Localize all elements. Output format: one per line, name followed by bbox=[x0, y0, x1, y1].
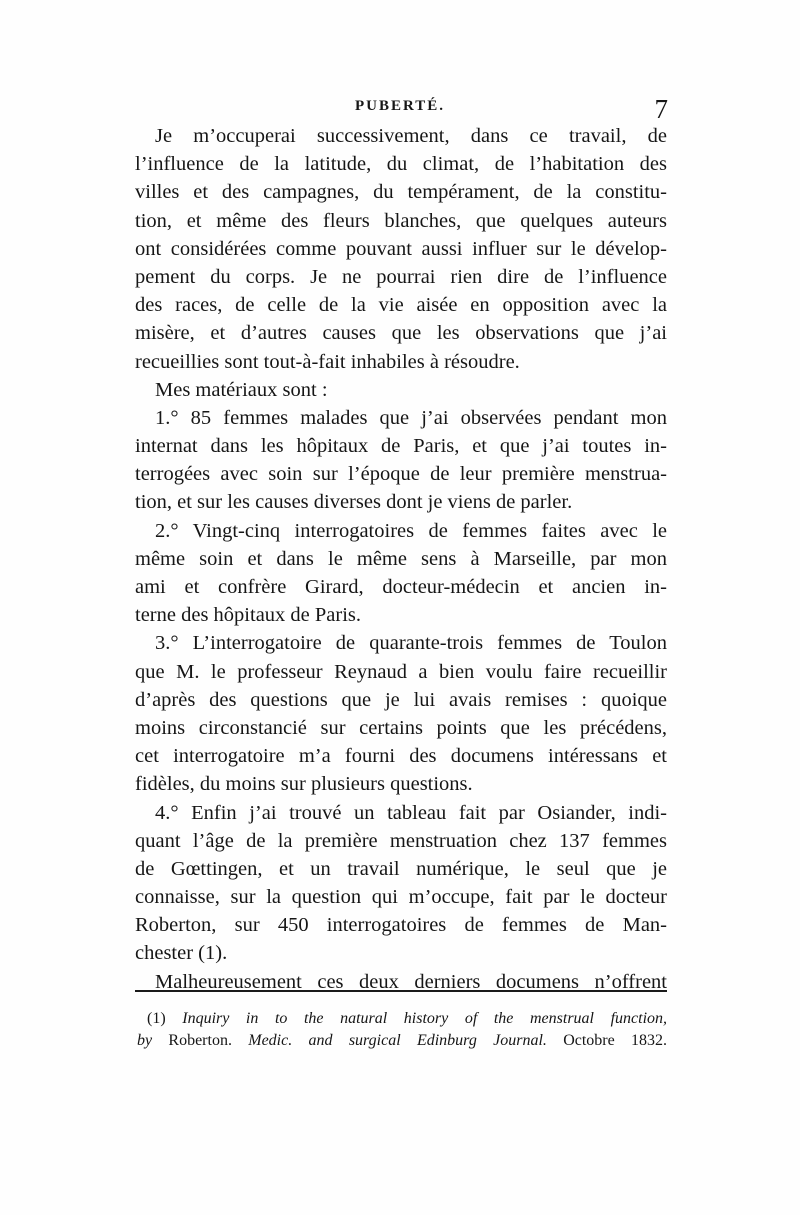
page-number: 7 bbox=[654, 94, 668, 124]
text-line: de Gœttingen, et un travail numérique, le seul que je bbox=[135, 857, 667, 880]
text-line: l’influence de la latitude, du climat, de l’habitation des bbox=[135, 153, 667, 176]
text-line: internat dans les hôpitaux de Paris, et que j’ai toutes in- bbox=[135, 435, 667, 458]
text-line: moins circonstancié sur certains points que les précédens, bbox=[135, 716, 667, 739]
text-line: des races, de celle de la vie aisée en opposition avec la bbox=[135, 294, 667, 317]
body-text bbox=[135, 122, 667, 996]
text-line: terne des hôpitaux de Paris. bbox=[135, 604, 362, 627]
text-line: Je m’occuperai successivement, dans ce travail, de bbox=[155, 125, 667, 147]
text-line: 4.° Enfin j’ai trouvé un tableau fait par Osiander, indi- bbox=[155, 801, 667, 824]
text-line: même soin et dans le même sens à Marseille, par mon bbox=[135, 547, 667, 570]
running-title: PUBERTÉ. bbox=[354, 98, 446, 114]
text-line: que M. le professeur Reynaud a bien voulu faire recueillir bbox=[135, 660, 667, 683]
footnote-marker: (1) bbox=[147, 1010, 166, 1027]
footnote-by: by bbox=[137, 1032, 153, 1049]
footnote-date: Octobre 1832. bbox=[563, 1032, 668, 1049]
footnote-title: Inquiry in to the natural history of the menstrual function, bbox=[182, 1010, 668, 1027]
text-line: 3.° L’interrogatoire de quarante-trois femmes de Toulon bbox=[155, 632, 667, 655]
text-line: fidèles, du moins sur plusieurs questions. bbox=[135, 773, 473, 796]
footnote-line bbox=[137, 1008, 667, 1030]
text-line: d’après des questions que je lui avais remises : quoique bbox=[135, 688, 667, 711]
text-line: Malheureusement ces deux derniers documens n’offrent bbox=[155, 970, 667, 993]
footnote-journal: Medic. and surgical Edinburg Journal. bbox=[248, 1032, 547, 1049]
text-line: 2.° Vingt-cinq interrogatoires de femmes faites avec le bbox=[155, 519, 667, 542]
text-line: connaisse, sur la question qui m’occupe, fait par le docteur bbox=[135, 886, 667, 909]
text-line: cet interrogatoire m’a fourni des documens intéressans et bbox=[135, 745, 667, 768]
footnote-rule bbox=[135, 990, 667, 992]
footnote-line bbox=[137, 1030, 667, 1052]
text-line: misère, et d’autres causes que les observations que j’ai bbox=[135, 322, 667, 345]
text-line: tion, et même des fleurs blanches, que quelques auteurs bbox=[135, 209, 667, 232]
text-line: Roberton, sur 450 interrogatoires de femmes de Man- bbox=[135, 914, 667, 937]
text-line: recueillies sont tout-à-fait inhabiles à résoudre. bbox=[135, 350, 520, 373]
text-line: ami et confrère Girard, docteur-médecin et ancien in- bbox=[135, 576, 667, 598]
text-line: Mes matériaux sont : bbox=[155, 378, 328, 401]
text-line: pement du corps. Je ne pourrai rien dire de l’influence bbox=[135, 265, 667, 288]
text-line: villes et des campagnes, du tempérament, de la constitu- bbox=[135, 181, 667, 204]
text-line: chester (1). bbox=[135, 942, 228, 965]
text-line: ont considérées comme pouvant aussi influer sur le dévelop- bbox=[135, 237, 667, 260]
text-line: quant l’âge de la première menstruation chez 137 femmes bbox=[135, 829, 667, 852]
text-line: terrogées avec soin sur l’époque de leur première menstrua- bbox=[135, 463, 667, 486]
text-line: tion, et sur les causes diverses dont je viens de parler. bbox=[135, 491, 573, 514]
footnotes bbox=[137, 1008, 667, 1052]
text-line: 1.° 85 femmes malades que j’ai observées pendant mon bbox=[155, 406, 667, 429]
footnote-author: Roberton. bbox=[168, 1032, 232, 1049]
